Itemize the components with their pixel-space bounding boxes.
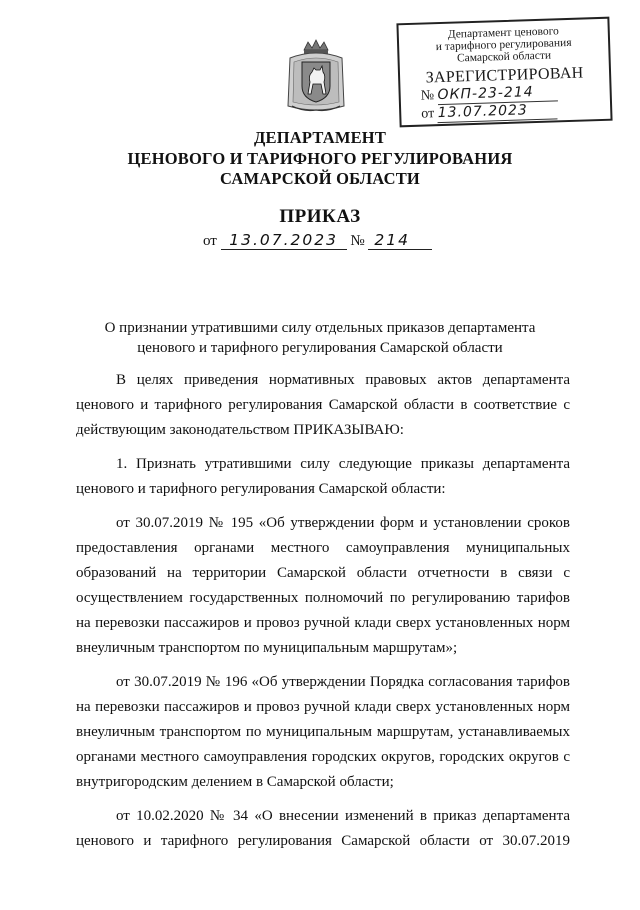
order-number-value: 214 [368, 231, 432, 250]
department-title-line-3: САМАРСКОЙ ОБЛАСТИ [220, 169, 420, 188]
order-title: ПРИКАЗ [279, 206, 361, 227]
stamp-number-prefix: № [420, 88, 435, 104]
stamp-line-2: и тарифного регулирования [435, 36, 572, 54]
paragraph-preamble: В целях приведения нормативных правовых актов департамента ценового и тарифного регулирования Самарской области в соответствие с действующим законодательством ПРИКАЗЫВАЮ: [76, 372, 570, 438]
stamp-line-1: Департамент ценового [447, 25, 559, 41]
order-date-value: 13.07.2023 [221, 231, 347, 250]
stamp-registered: ЗАРЕГИСТРИРОВАН [425, 64, 584, 87]
order-body [76, 368, 570, 854]
order-subject-line-2: ценового и тарифного регулирования Самарской области [137, 340, 503, 356]
department-title-line-2: ЦЕНОВОГО И ТАРИФНОГО РЕГУЛИРОВАНИЯ [127, 149, 513, 168]
order-date-number [203, 231, 432, 250]
paragraph-order-195: от 30.07.2019 № 195 «Об утверждении форм и установлении сроков предоставления органами местного самоуправления муниципальных образований на территории Самарской области отчетности в связи с осуществлением государственных полномочий по регулированию тарифов на перевозки пассажиров и провоз ручной клади сверх установленных норм внеуличным транспортом по муниципальным маршрутам»; [76, 515, 570, 656]
stamp-line-3: Самарской области [456, 49, 552, 65]
stamp-number-value: ОКП-23-214 [437, 83, 558, 105]
stamp-date-prefix: от [421, 106, 435, 122]
order-date-prefix: от [203, 233, 217, 249]
coat-of-arms-emblem [286, 36, 346, 116]
department-title-line-1: ДЕПАРТАМЕНТ [253, 128, 387, 147]
stamp-date-value: 13.07.2023 [437, 101, 558, 123]
paragraph-order-196: от 30.07.2019 № 196 «Об утверждении Порядка согласования тарифов на перевозки пассажиров и провоз ручной клади сверх установленных норм внеуличным транспортом по муниципальным маршрутам, устанавливаемых органами местного самоуправления городских округов, городских округов с внутригородским делением в Самарской области; [76, 674, 570, 790]
order-subject-line-1: О признании утратившими силу отдельных приказов департамента [104, 320, 536, 336]
order-subject [0, 318, 640, 358]
order-number-prefix: № [350, 233, 365, 249]
registration-stamp [396, 17, 612, 128]
paragraph-item-1: 1. Признать утратившими силу следующие приказы департамента ценового и тарифного регулирования Самарской области: [76, 456, 570, 497]
paragraph-order-34: от 10.02.2020 № 34 «О внесении изменений в приказ департамента ценового и тарифного регулирования Самарской области от 30.07.2019 [76, 808, 570, 849]
